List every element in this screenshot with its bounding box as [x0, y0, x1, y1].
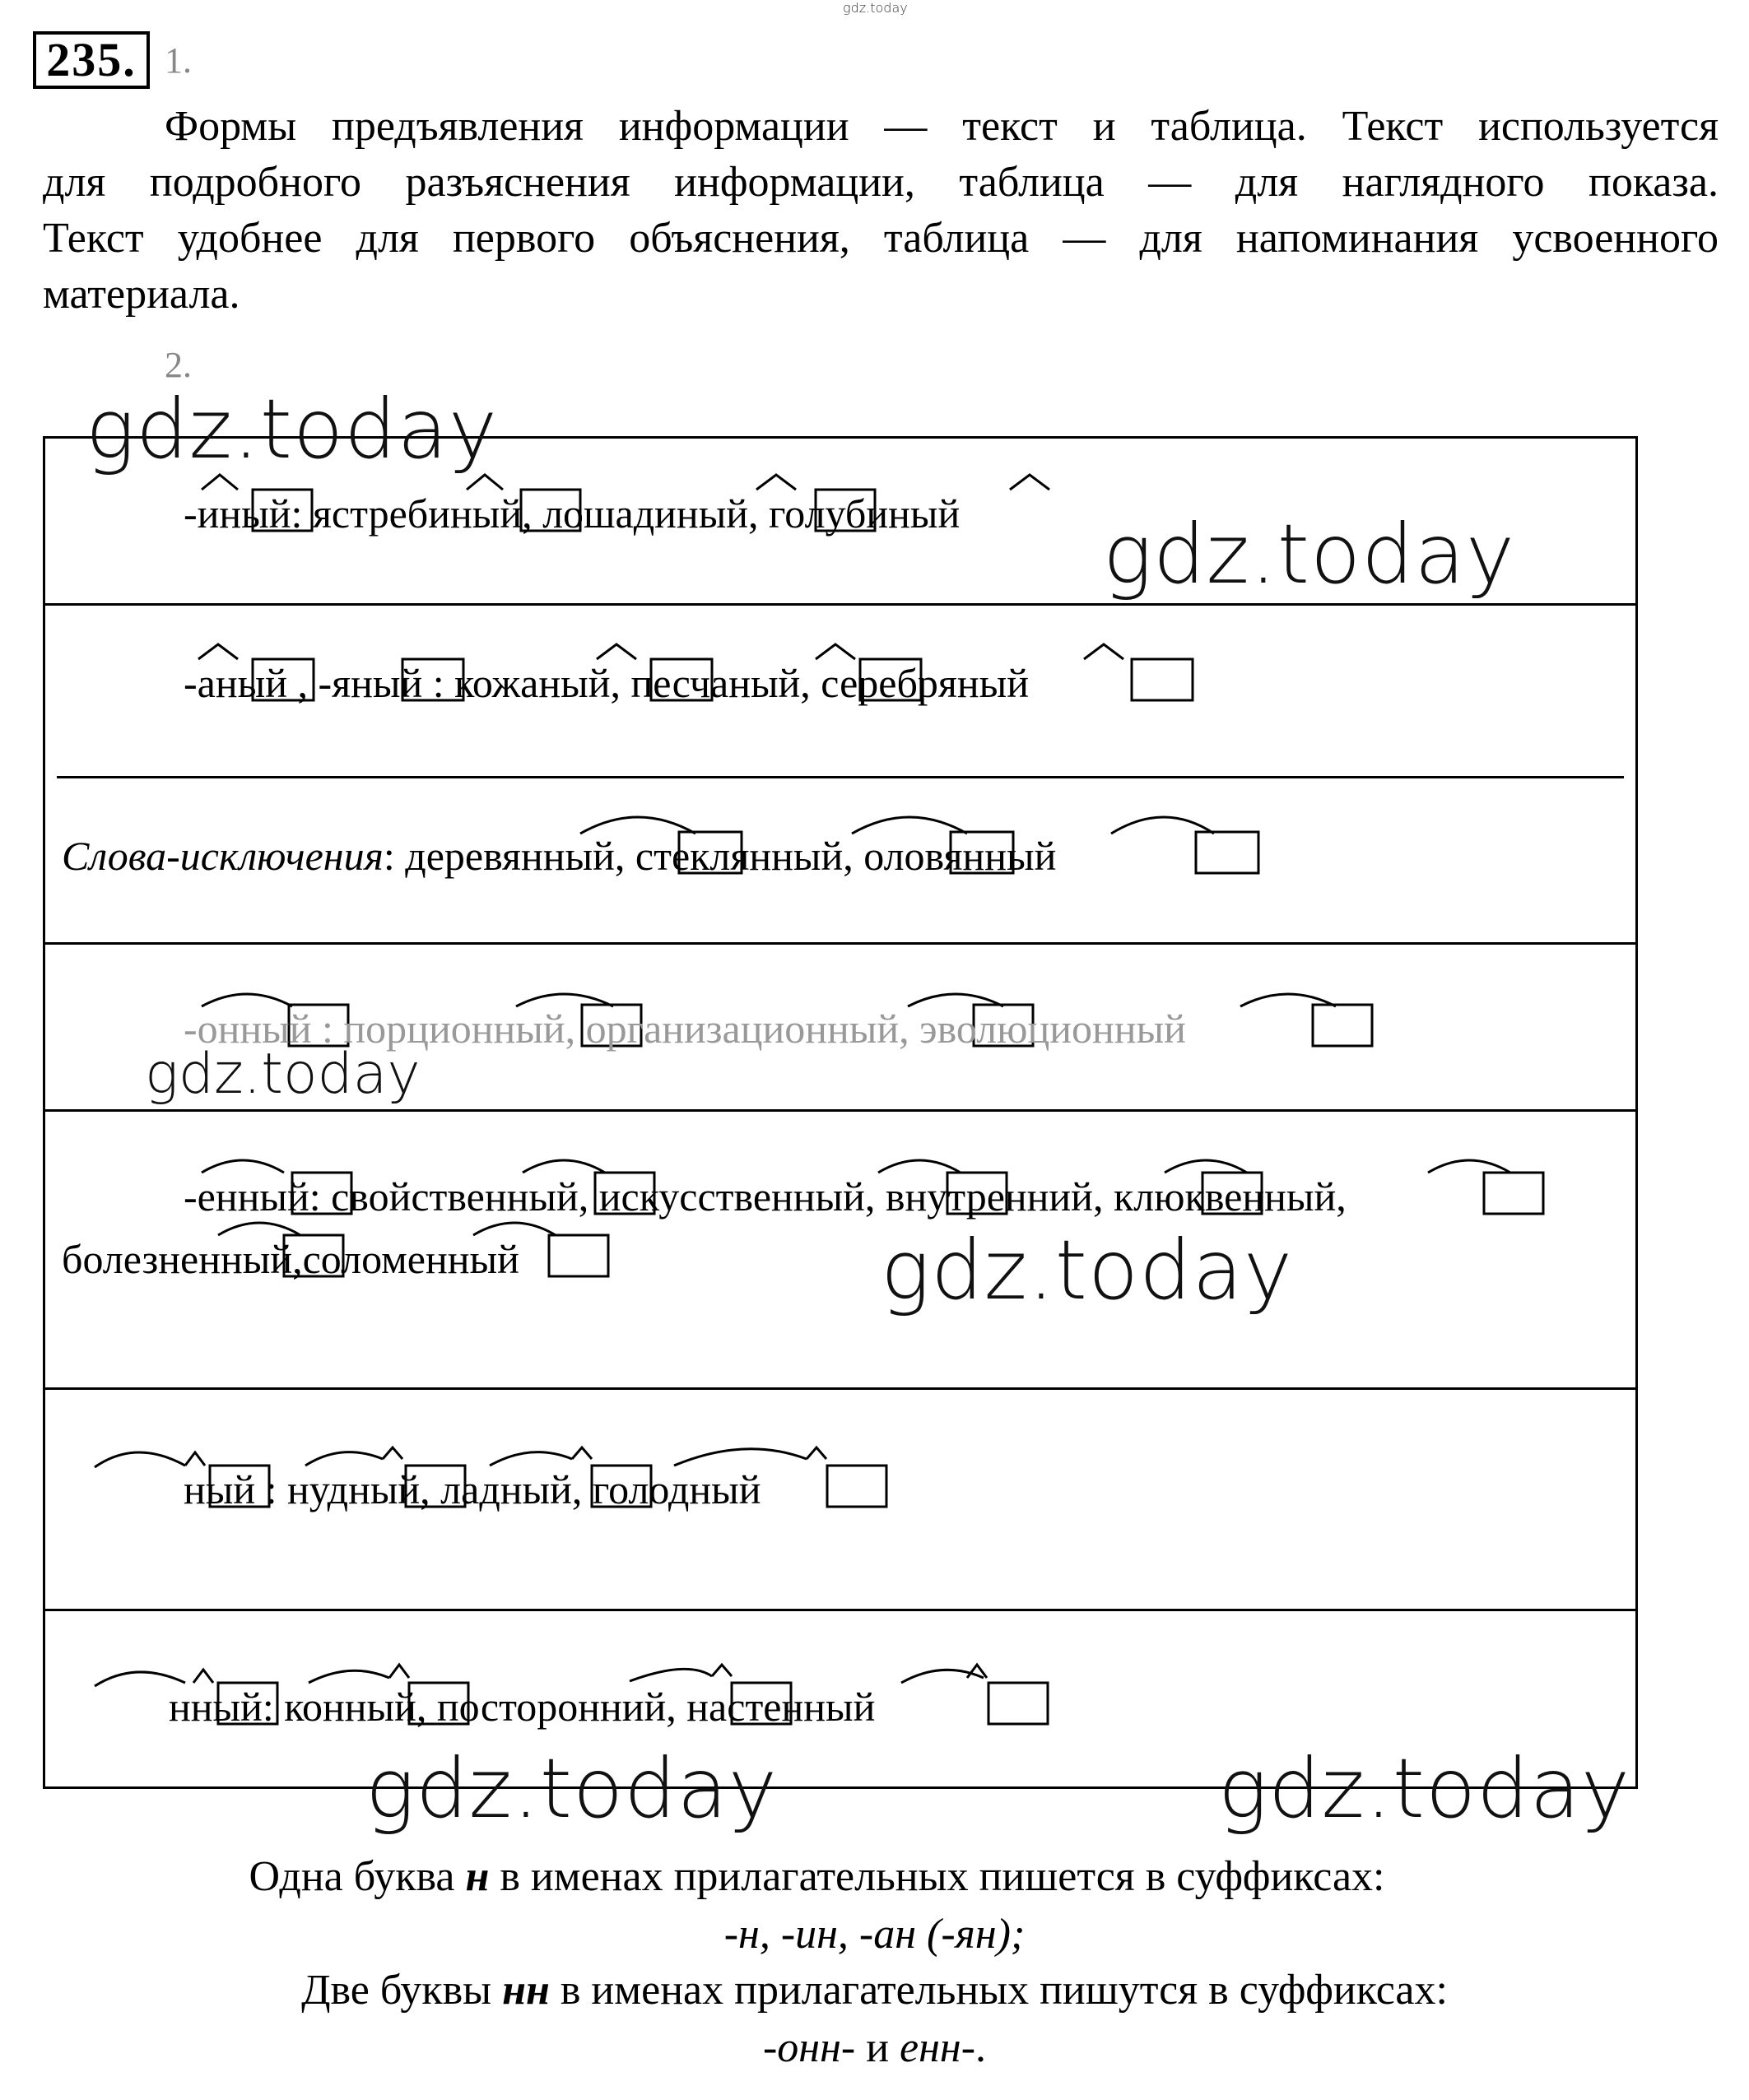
- watermark: gdz.today: [881, 1222, 1294, 1318]
- row-divider-inner: [57, 776, 1624, 778]
- rule-line-4-b: и: [855, 2024, 900, 2071]
- rule-line-3-a: Две буквы: [301, 1967, 503, 2014]
- row1-colon: :: [291, 490, 303, 537]
- row1-words: ястребиный, лошадиный, голубиный: [312, 490, 961, 537]
- row2-suffix: -аный , -яный :: [184, 660, 444, 706]
- rule-line-1-a: Одна буква: [249, 1853, 466, 1900]
- row3-colon: :: [383, 833, 395, 879]
- paragraph-line-3: Текст удобнее для первого объяснения, таблица — для напоминания усвоенного: [43, 215, 1719, 262]
- rule-line-3-b: нн: [502, 1967, 550, 2014]
- rule-line-1: [0, 1850, 1691, 1904]
- row3-words: деревянный, стеклянный, оловянный: [405, 833, 1057, 879]
- watermark: gdz.today: [145, 1042, 421, 1107]
- rule-line-3-c: в именах прилагательных пишутся в суффиксах:: [549, 1967, 1448, 2014]
- row7-words: конный, посторонний, настенный: [284, 1684, 876, 1730]
- rule-line-2: [0, 1907, 1749, 1962]
- part1-label: 1.: [165, 40, 192, 81]
- paragraph: [43, 99, 1719, 323]
- rule-line-1-b: н: [465, 1853, 490, 1900]
- row5-text: [184, 1173, 1347, 1220]
- rule-line-4-a: -онн-: [762, 2024, 856, 2071]
- row6-text: [184, 1466, 761, 1512]
- row7-suffix: нный:: [169, 1684, 274, 1730]
- watermark: gdz.today: [1103, 506, 1516, 602]
- watermark-top: gdz.today: [843, 0, 908, 16]
- row7-text: [169, 1684, 876, 1730]
- row4-suffix: -онный :: [184, 1006, 333, 1052]
- row-divider: [45, 942, 1635, 945]
- row2-words: кожаный, песчаный, серебряный: [454, 660, 1030, 706]
- rule-line-4-d: .: [975, 2024, 987, 2071]
- row5-suffix: -енный:: [184, 1173, 321, 1220]
- row3-label: Слова-исключения: [62, 833, 384, 879]
- rule-line-4-c: енн-: [900, 2024, 976, 2071]
- row-divider: [45, 1609, 1635, 1611]
- watermark: gdz.today: [1218, 1740, 1631, 1837]
- watermark: gdz.today: [365, 1740, 779, 1837]
- exercise-number: 235.: [33, 31, 150, 89]
- row1-suffix: -иный: [184, 490, 291, 537]
- paragraph-line-1: Формы предъявления информации — текст и таблица. Текст используется: [165, 103, 1719, 150]
- row3-text: [62, 833, 1057, 879]
- row5-line2: болезненный,соломенный: [62, 1236, 519, 1282]
- row-divider: [45, 603, 1635, 606]
- row4-words: порционный, организационный, эволюционный: [343, 1006, 1186, 1052]
- paragraph-line-2: для подробного разъяснения информации, таблица — для наглядного показа.: [43, 159, 1719, 206]
- morpheme-marks: [45, 439, 1640, 1791]
- row1-text: [184, 490, 961, 537]
- suffix-table: [43, 436, 1638, 1789]
- row-divider: [45, 1109, 1635, 1112]
- rule-line-2-text: -н, -ин, -ан (-ян);: [723, 1911, 1026, 1958]
- row6-words: нудный, ладный, голодный: [287, 1466, 761, 1512]
- rule-line-1-c: в именах прилагательных пишется в суффиксах:: [489, 1853, 1385, 1900]
- rule-line-3: [0, 1963, 1749, 2018]
- row2-text: [184, 662, 1029, 704]
- rule-line-4: [0, 2021, 1749, 2075]
- row-divider: [45, 1387, 1635, 1390]
- row6-suffix: ный :: [184, 1466, 277, 1512]
- watermark: gdz.today: [86, 381, 499, 477]
- paragraph-line-4: материала.: [43, 271, 240, 318]
- part2-label: 2.: [165, 345, 192, 385]
- row5-words: свойственный, искусственный, внутренний, клюквенный,: [331, 1173, 1347, 1220]
